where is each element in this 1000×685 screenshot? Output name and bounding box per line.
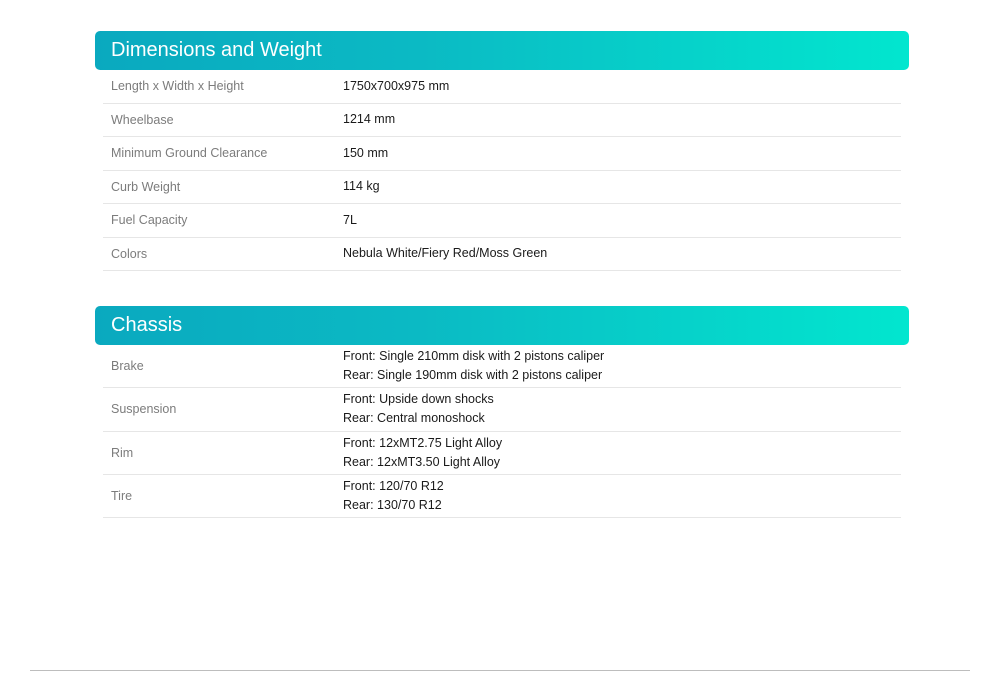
spec-row-wheelbase	[103, 104, 901, 138]
spec-label: Minimum Ground Clearance	[111, 146, 268, 161]
spec-value-rear: Rear: 12xMT3.50 Light Alloy	[343, 454, 501, 469]
spec-label: Colors	[111, 246, 148, 261]
section-header: Chassis	[95, 306, 909, 345]
spec-row-brake	[103, 345, 901, 388]
spec-value-rear: Rear: Single 190mm disk with 2 pistons caliper	[343, 368, 603, 383]
spec-value	[343, 390, 494, 428]
spec-value: 1214 mm	[343, 112, 396, 127]
spec-table	[103, 70, 901, 271]
spec-value-front: Front: Upside down shocks	[343, 392, 494, 407]
spec-value-front: Front: 120/70 R12	[343, 478, 444, 493]
spec-value: 114 kg	[343, 179, 380, 194]
spec-row-colors	[103, 238, 901, 272]
spec-row-ground-clearance	[103, 137, 901, 171]
spec-value	[343, 434, 502, 472]
spec-label: Brake	[111, 359, 144, 374]
spec-value	[343, 347, 604, 385]
spec-label: Length x Width x Height	[111, 79, 244, 94]
spec-label: Wheelbase	[111, 112, 174, 127]
spec-label: Suspension	[111, 402, 177, 417]
dimensions-weight-section	[95, 31, 909, 271]
spec-value: 7L	[343, 212, 357, 227]
spec-row-tire	[103, 475, 901, 518]
spec-label: Rim	[111, 445, 134, 460]
spec-value-rear: Rear: Central monoshock	[343, 411, 485, 426]
spec-value-rear: Rear: 130/70 R12	[343, 497, 442, 512]
spec-value	[343, 477, 444, 515]
spec-row-suspension	[103, 388, 901, 431]
spec-label: Fuel Capacity	[111, 213, 188, 228]
spec-label: Tire	[111, 488, 133, 503]
spec-value-front: Front: Single 210mm disk with 2 pistons caliper	[343, 349, 605, 364]
spec-value: Nebula White/Fiery Red/Moss Green	[343, 246, 548, 261]
chassis-section	[95, 306, 909, 518]
footer-divider	[30, 670, 970, 671]
spec-row-dimensions	[103, 70, 901, 104]
spec-row-curb-weight	[103, 171, 901, 205]
spec-row-fuel-capacity	[103, 204, 901, 238]
spec-value: 1750x700x975 mm	[343, 78, 450, 93]
spec-label: Curb Weight	[111, 179, 181, 194]
spec-value: 150 mm	[343, 145, 389, 160]
spec-table	[103, 345, 901, 518]
spec-value-front: Front: 12xMT2.75 Light Alloy	[343, 435, 503, 450]
spec-row-rim	[103, 432, 901, 475]
section-header: Dimensions and Weight	[95, 31, 909, 70]
